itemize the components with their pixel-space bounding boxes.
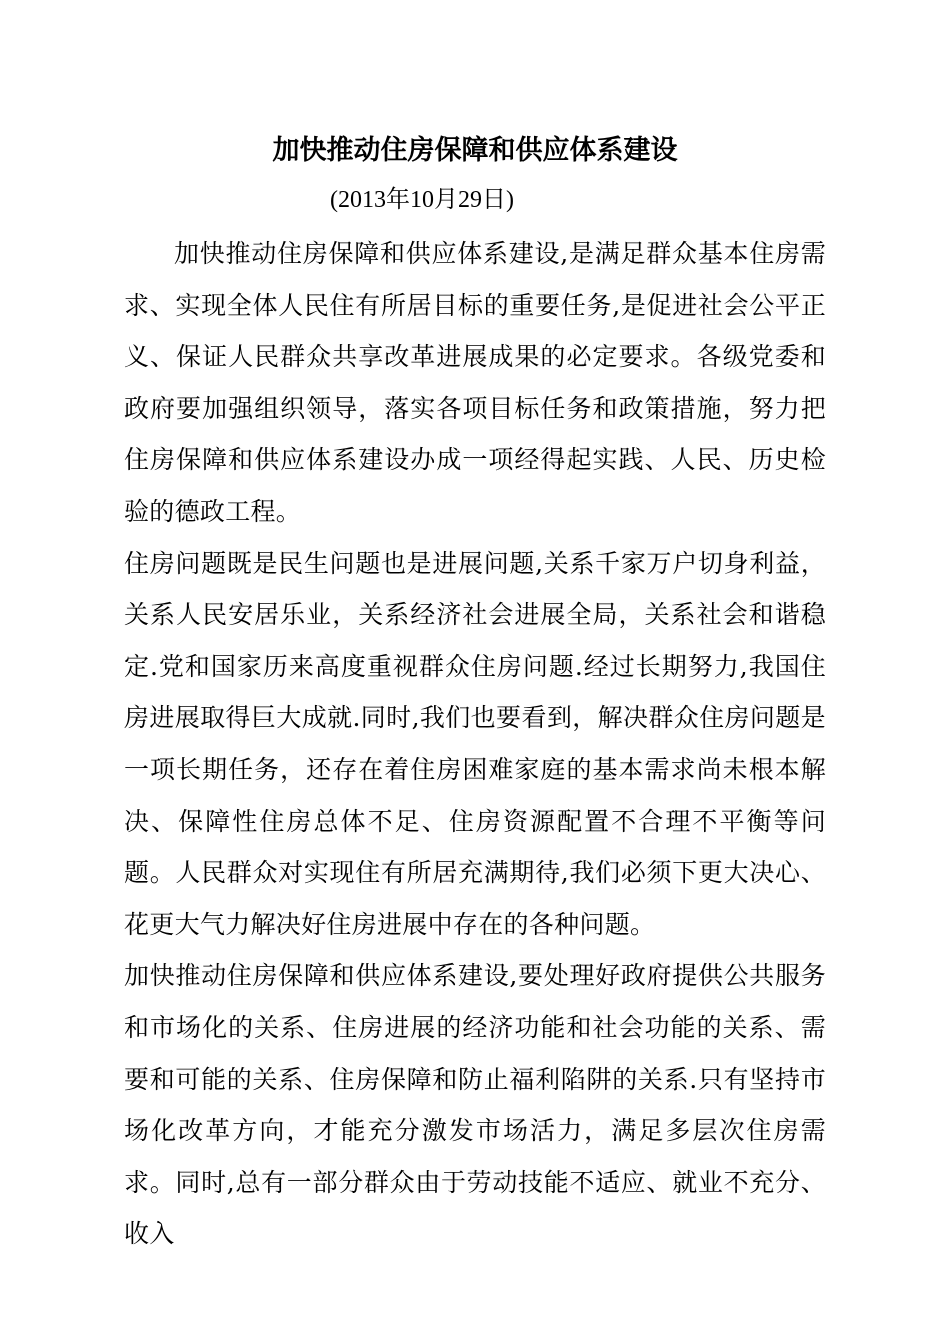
paragraph: 住房问题既是民生问题也是进展问题,关系千家万户切身利益，关系人民安居乐业，关系经济社会进展全局，关系社会和谐稳定.党和国家历来高度重视群众住房问题.经过长期努力,我国住房进展取得巨大成就.同时,我们也要看到，解决群众住房问题是一项长期任务，还存在着住房困难家庭的基本需求尚未根本解决、保障性住房总体不足、住房资源配置不合理不平衡等问题。人民群众对实现住有所居充满期待,我们必须下更大决心、花更大气力解决好住房进展中存在的各种问题。 [124,548,826,939]
document-title: 加快推动住房保障和供应体系建设 [272,135,678,166]
paragraph: 加快推动住房保障和供应体系建设,是满足群众基本住房需求、实现全体人民住有所居目标的重要任务,是促进社会公平正义、保证人民群众共享改革进展成果的必定要求。各级党委和政府要加强组织领导，落实各项目标任务和政策措施，努力把住房保障和供应体系建设办成一项经得起实践、人民、历史检验的德政工程。 [124,239,826,526]
document-date: (2013年10月29日) [330,187,514,213]
document-body [124,228,826,1260]
paragraph: 加快推动住房保障和供应体系建设,要处理好政府提供公共服务和市场化的关系、住房进展的经济功能和社会功能的关系、需要和可能的关系、住房保障和防止福利陷阱的关系.只有坚持市场化改革方向，才能充分激发市场活力，满足多层次住房需求。同时,总有一部分群众由于劳动技能不适应、就业不充分、收入 [124,961,826,1249]
